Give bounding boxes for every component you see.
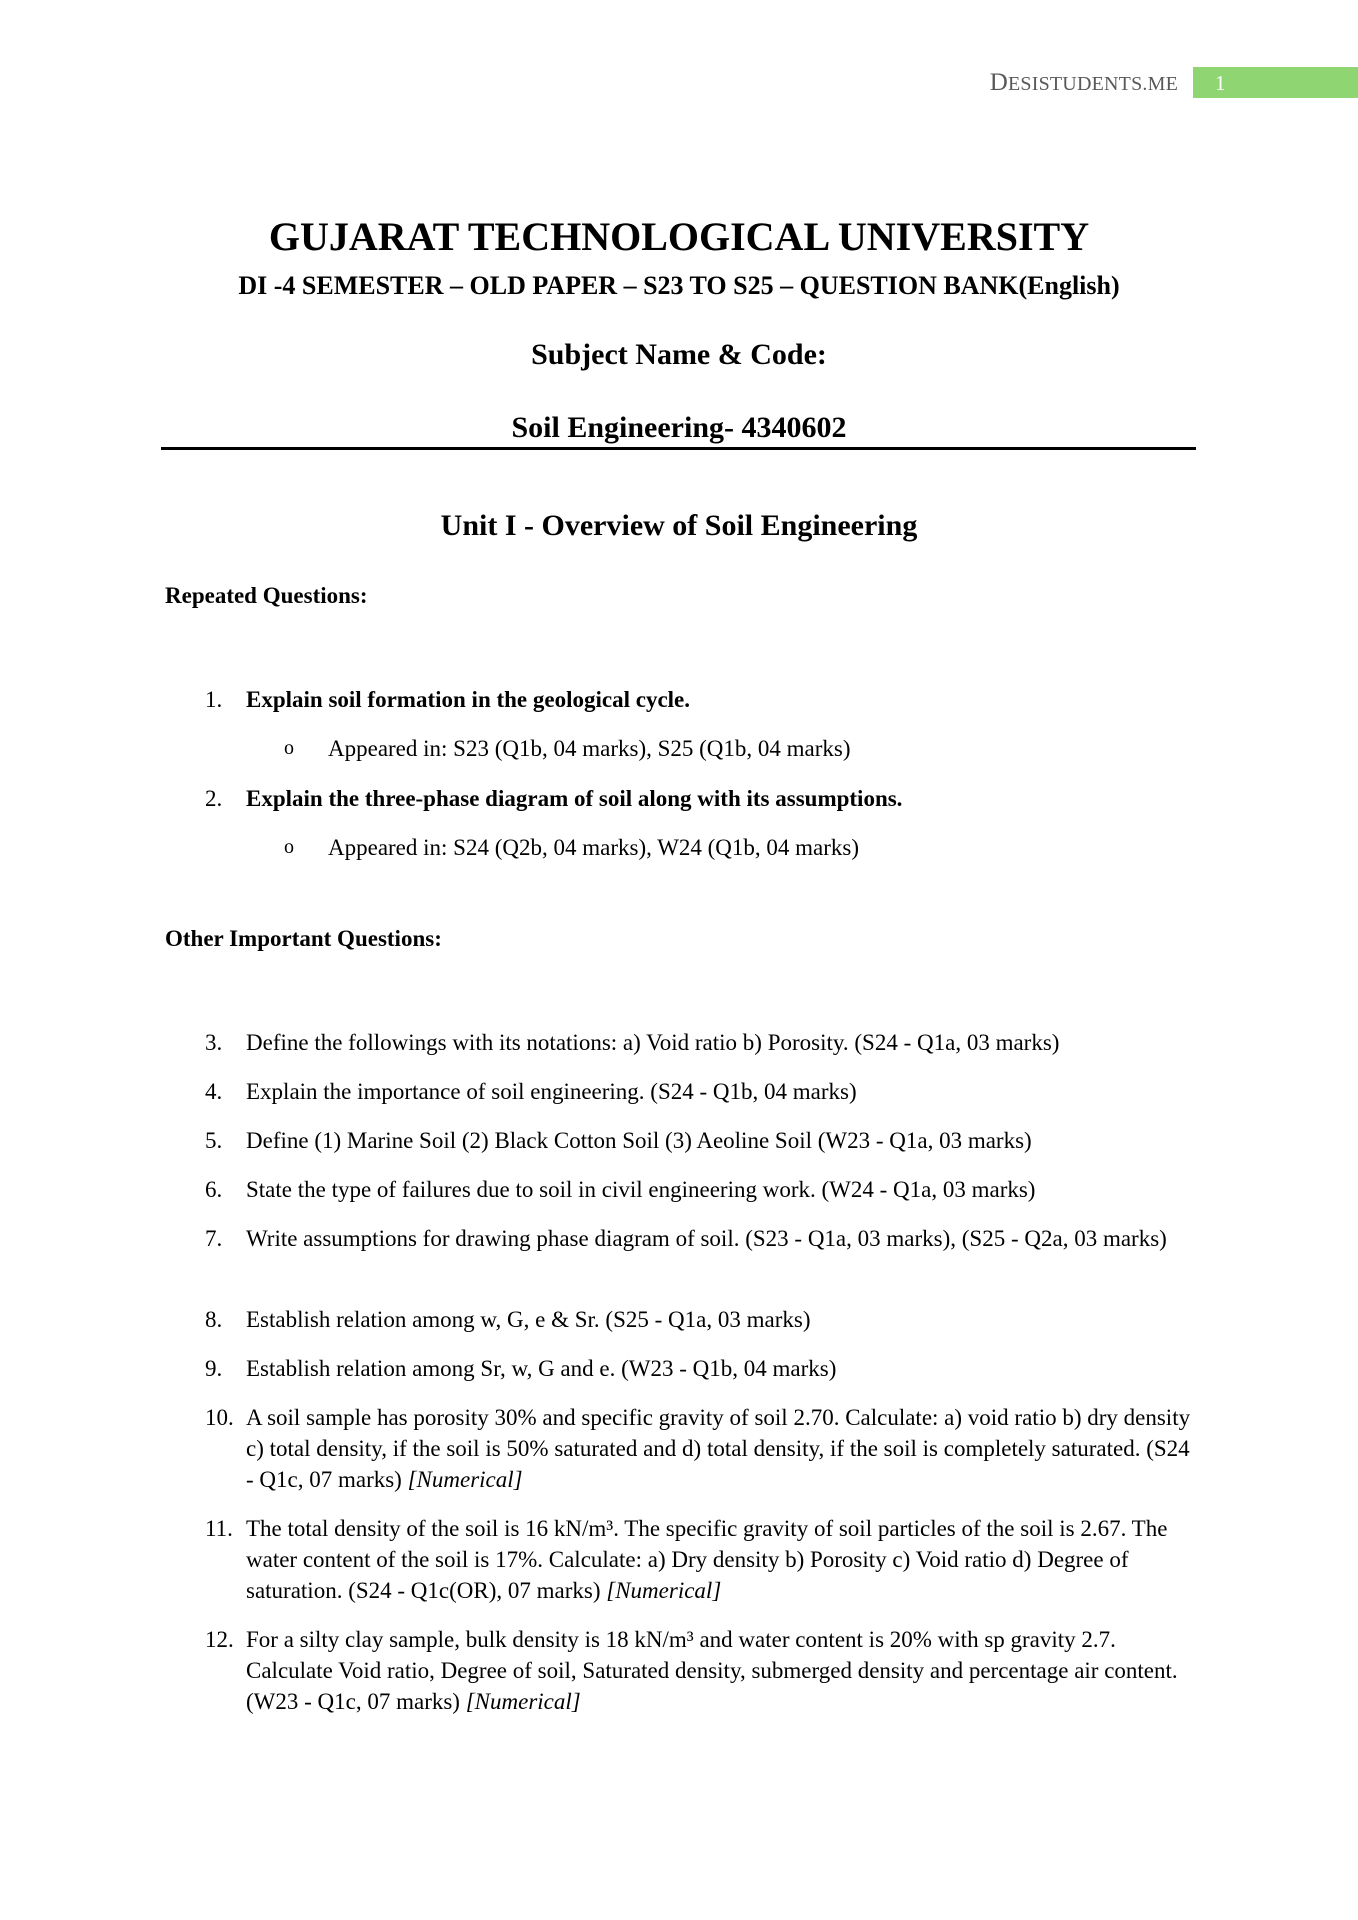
university-title: GUJARAT TECHNOLOGICAL UNIVERSITY [268, 214, 1090, 259]
site-brand [990, 71, 1178, 96]
question-number: 12. [205, 1627, 234, 1652]
question-text: Establish relation among w, G, e & Sr. (S25 - Q1a, 03 marks) [246, 1307, 811, 1332]
question-number: 6. [205, 1177, 223, 1202]
question-number: 1. [205, 687, 223, 712]
page-number-badge [1193, 67, 1358, 98]
question-text: Define the followings with its notations: a) Void ratio b) Porosity. (S24 - Q1a, 03 marks) [246, 1030, 1060, 1055]
appeared-in-text: Appeared in: S24 (Q2b, 04 marks), W24 (Q1b, 04 marks) [328, 835, 860, 860]
question-text: Explain the three-phase diagram of soil along with its assumptions. [246, 786, 903, 811]
horizontal-rule [161, 447, 1196, 450]
page-number: 1 [1215, 71, 1226, 95]
question-text [246, 1624, 1196, 1717]
question-number: 11. [205, 1516, 233, 1541]
other-questions-heading: Other Important Questions: [165, 926, 442, 951]
hollow-bullet-icon: o [284, 737, 294, 759]
paper-subtitle: DI -4 SEMESTER – OLD PAPER – S23 TO S25 – QUESTION BANK(English) [238, 271, 1120, 300]
question-number: 4. [205, 1079, 223, 1104]
page-header [0, 67, 1358, 98]
question-text: Write assumptions for drawing phase diagram of soil. (S23 - Q1a, 03 marks), (S25 - Q2a, 03 marks) [246, 1226, 1167, 1251]
site-brand-rest: ESISTUDENTS.ME [1007, 73, 1178, 95]
question-number: 10. [205, 1405, 234, 1430]
question-text [246, 1402, 1196, 1495]
question-number: 7. [205, 1226, 223, 1251]
repeated-questions-heading: Repeated Questions: [165, 583, 368, 608]
question-number: 3. [205, 1030, 223, 1055]
hollow-bullet-icon: o [284, 836, 294, 858]
question-text [246, 1513, 1196, 1606]
question-text: Explain soil formation in the geological cycle. [246, 687, 690, 712]
subject-label: Subject Name & Code: [531, 338, 827, 371]
subject-name: Soil Engineering- 4340602 [511, 411, 847, 444]
question-text: Define (1) Marine Soil (2) Black Cotton Soil (3) Aeoline Soil (W23 - Q1a, 03 marks) [246, 1128, 1032, 1153]
numerical-tag: [Numerical] [407, 1467, 523, 1492]
question-number: 8. [205, 1307, 223, 1332]
appeared-in-text: Appeared in: S23 (Q1b, 04 marks), S25 (Q1b, 04 marks) [328, 736, 851, 761]
question-number: 9. [205, 1356, 223, 1381]
question-number: 2. [205, 786, 223, 811]
question-number: 5. [205, 1128, 223, 1153]
site-brand-initial: D [989, 69, 1008, 96]
numerical-tag: [Numerical] [606, 1578, 722, 1603]
question-text: State the type of failures due to soil in civil engineering work. (W24 - Q1a, 03 marks) [246, 1177, 1036, 1202]
question-text: Establish relation among Sr, w, G and e. (W23 - Q1b, 04 marks) [246, 1356, 837, 1381]
numerical-tag: [Numerical] [465, 1689, 581, 1714]
question-text: Explain the importance of soil engineering. (S24 - Q1b, 04 marks) [246, 1079, 857, 1104]
question-body: A soil sample has porosity 30% and specific gravity of soil 2.70. Calculate: a) void ratio b) dry density c) total density, if the soil is 50% saturated and d) total density, if the soil is completely saturated. (S24 - Q1c, 07 marks) [246, 1405, 1191, 1492]
question-body: For a silty clay sample, bulk density is 18 kN/m³ and water content is 20% with sp gravity 2.7. Calculate Void ratio, Degree of soil, Saturated density, submerged density and percentage air content. (W23 - Q1c, 07 marks) [246, 1627, 1178, 1714]
unit-title: Unit I - Overview of Soil Engineering [440, 509, 918, 542]
question-body: The total density of the soil is 16 kN/m³. The specific gravity of soil particles of the soil is 2.67. The water content of the soil is 17%. Calculate: a) Dry density b) Porosity c) Void ratio d) Degree of saturation. (S24 - Q1c(OR), 07 marks) [246, 1516, 1168, 1603]
